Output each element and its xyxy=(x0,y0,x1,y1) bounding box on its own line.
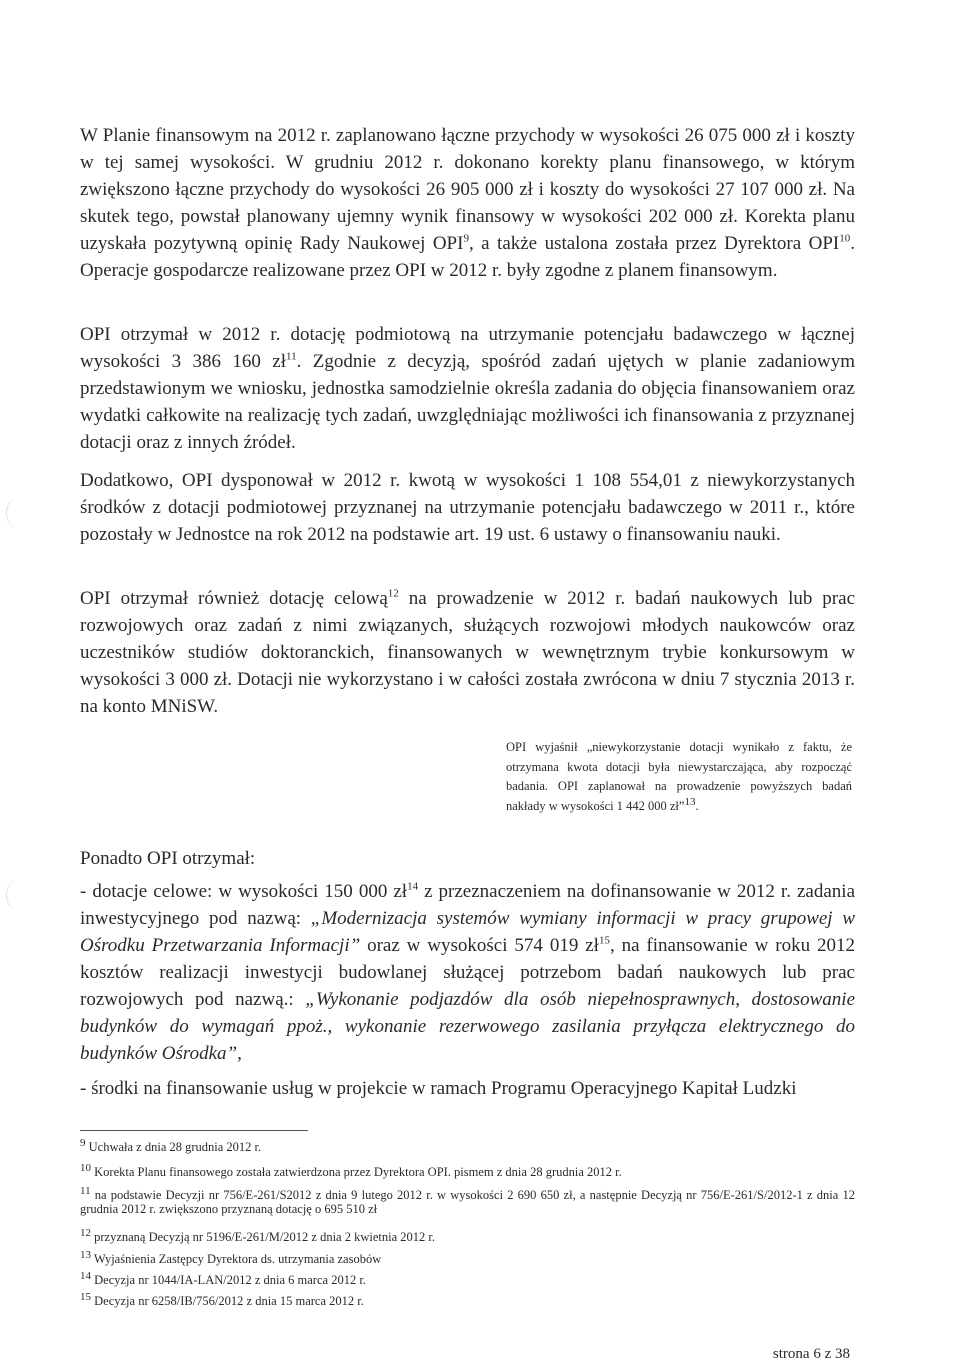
project-title: „Wykonanie podjazdów dla osób niepełnosprawnych, dostosowanie budynków do wymagań ppoż., wykonanie rezerwowego zasilania przyłącza elektrycznego do budynków Ośrodka”, xyxy=(80,989,855,1064)
page-number: strona 6 z 38 xyxy=(772,1346,850,1362)
footnote-number: 13 xyxy=(80,1248,91,1261)
footnote-text: Decyzja nr 1044/IA-LAN/2012 z dnia 6 marca 2012 r. xyxy=(94,1273,366,1287)
footnote-10 xyxy=(80,1161,855,1179)
paragraph-targeted-grants-list xyxy=(80,878,855,1067)
paragraph-targeted-grant xyxy=(80,585,855,720)
explanation-note xyxy=(506,738,852,816)
paragraph-unused-funds xyxy=(80,467,855,548)
footnote-ref: 11 xyxy=(286,350,297,363)
footnote-ref: 15 xyxy=(598,934,610,947)
footnote-ref: 12 xyxy=(387,587,399,600)
text: , na finansowanie w roku 2012 kosztów realizacji inwestycji budowlanej służącej potrzebom badań naukowych lub prac rozwojowych pod nazwą.: xyxy=(80,935,855,1010)
footnote-divider xyxy=(80,1130,308,1131)
text: . xyxy=(695,798,699,813)
paragraph-subject-grant xyxy=(80,321,855,456)
footnote-ref: 13 xyxy=(684,795,696,808)
footnote-number: 11 xyxy=(80,1184,91,1197)
text: - dotacje celowe: w wysokości 150 000 zł xyxy=(80,881,408,902)
punch-hole-mark xyxy=(6,880,29,910)
text: . Zgodnie z decyzją, spośród zadań ujętych w planie zadaniowym przedstawionym we wniosku, jednostka samodzielnie określa zadania do objęcia finansowaniem oraz wydatki całkowite na realizację tych zadań, uwzględniając możliwości ich finansowania z przyznanej dotacji oraz z innych źródeł. xyxy=(80,351,855,453)
footnote-number: 15 xyxy=(80,1290,91,1303)
footnote-13 xyxy=(80,1248,855,1266)
paragraph-kapital-ludzki xyxy=(80,1075,855,1102)
footnote-ref: 14 xyxy=(407,880,419,893)
footnote-text: Korekta Planu finansowego została zatwierdzona przez Dyrektora OPI. pismem z dnia 28 grudnia 2012 r. xyxy=(94,1165,622,1179)
footnote-9 xyxy=(80,1136,855,1154)
text: . Operacje gospodarcze realizowane przez OPI w 2012 r. były zgodne z planem finansowym. xyxy=(80,233,855,281)
footnote-14 xyxy=(80,1269,855,1287)
footnote-12 xyxy=(80,1226,855,1244)
text: - środki na finansowanie usług w projekcie w ramach Programu Operacyjnego Kapitał Ludzki xyxy=(80,1078,797,1099)
text: W Planie finansowym na 2012 r. zaplanowano łączne przychody w wysokości 26 075 000 zł i koszty w tej samej wysokości. W grudniu 2012 r. dokonano korekty planu finansowego, w którym zwiększono łączne przychody do wysokości 26 905 000 zł i koszty do wysokości 27 107 000 zł. Na skutek tego, powstał planowany ujemny wynik finansowy w wysokości 202 000 zł. Korekta planu uzyskała pozytywną opinię Rady Naukowej OPI xyxy=(80,125,855,254)
project-title: „Modernizacja systemów wymiany informacji w pracy grupowej w Ośrodku Przetwarzania Informacji” xyxy=(80,908,855,956)
footnote-number: 10 xyxy=(80,1161,91,1174)
punch-hole-mark xyxy=(6,498,29,528)
footnote-number: 12 xyxy=(80,1226,91,1239)
text: z przeznaczeniem na dofinansowanie w 2012 r. zadania inwestycyjnego pod nazwą: xyxy=(80,881,855,929)
footnote-15 xyxy=(80,1290,855,1308)
text: OPI otrzymał w 2012 r. dotację podmiotową na utrzymanie potencjału badawczego w łącznej wysokości 3 386 160 zł xyxy=(80,324,855,372)
footnote-text: Decyzja nr 6258/IB/756/2012 z dnia 15 marca 2012 r. xyxy=(94,1294,364,1308)
footnote-text: Uchwała z dnia 28 grudnia 2012 r. xyxy=(88,1140,262,1154)
text: OPI wyjaśnił „niewykorzystanie dotacji wynikało z faktu, że otrzymana kwota dotacji była niewystarczająca, aby rozpocząć badania. OPI zaplanował na prowadzenie powyższych badań nakłady w wysokości 1 442 000 zł” xyxy=(506,740,852,813)
paragraph-financial-plan xyxy=(80,122,855,284)
text: oraz w wysokości 574 019 zł xyxy=(360,935,599,956)
footnote-ref: 9 xyxy=(463,232,469,245)
footnote-ref: 10 xyxy=(839,232,851,245)
footnote-text: przyznaną Decyzją nr 5196/E-261/M/2012 z dnia 2 kwietnia 2012 r. xyxy=(94,1230,436,1244)
text: , a także ustalona została przez Dyrektora OPI xyxy=(468,233,840,254)
footnote-number: 9 xyxy=(80,1136,86,1149)
footnote-number: 14 xyxy=(80,1269,91,1282)
footnote-text: Wyjaśnienia Zastępcy Dyrektora ds. utrzymania zasobów xyxy=(93,1252,382,1266)
text: Dodatkowo, OPI dysponował w 2012 r. kwotą w wysokości 1 108 554,01 z niewykorzystanych środków z dotacji podmiotowej przyznanej na utrzymanie potencjału badawczego w 2011 r., które pozostały w Jednostce na rok 2012 na podstawie art. 19 ust. 6 ustawy o finansowaniu nauki. xyxy=(80,470,855,545)
footnote-11 xyxy=(80,1184,856,1216)
paragraph-additionally-heading xyxy=(80,845,855,872)
text: na prowadzenie w 2012 r. badań naukowych lub prac rozwojowych oraz zadań z nimi związanych, służących rozwojowi młodych naukowców oraz uczestników studiów doktoranckich, finansowanych w wewnętrznym trybie konkursowym w wysokości 3 000 zł. Dotacji nie wykorzystano i w całości została zwrócona w dniu 7 stycznia 2013 r. na konto MNiSW. xyxy=(80,588,856,717)
text: OPI otrzymał również dotację celową xyxy=(80,588,388,609)
footnote-text: na podstawie Decyzji nr 756/E-261/S2012 z dnia 9 lutego 2012 r. w wysokości 2 690 650 zł, a następnie Decyzją nr 756/E-261/S/2012-1 z dnia 12 grudnia 2012 r. zwiększono przyznaną dotację o 695 510 zł xyxy=(80,1188,856,1216)
text: Ponadto OPI otrzymał: xyxy=(80,848,256,869)
